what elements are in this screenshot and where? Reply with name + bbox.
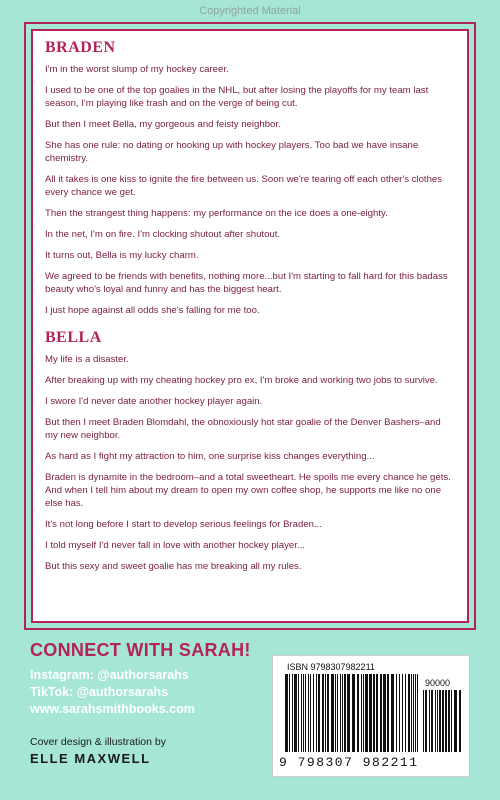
barcode-bar — [298, 674, 299, 752]
copyright-watermark: Copyrighted Material — [199, 5, 301, 17]
braden-paragraph: We agreed to be friends with benefits, nothing more...but I'm starting to fall hard for this badass beauty who's loyal and funny and has the biggest heart. — [45, 271, 448, 295]
barcode-bar — [313, 674, 314, 752]
barcode-bar — [365, 674, 368, 752]
barcode-bar — [285, 674, 288, 752]
barcode-bar — [340, 674, 341, 752]
blurb-card — [31, 29, 469, 623]
barcode-bar — [431, 690, 433, 752]
tiktok-handle: TikTok: @authorsarahs — [30, 685, 169, 699]
barcode-bar — [448, 690, 450, 752]
bella-paragraph: After breaking up with my cheating hockey pro ex, I'm broke and working two jobs to survive. — [45, 375, 438, 386]
barcode-bar — [451, 690, 452, 752]
barcode-bar — [429, 690, 430, 752]
braden-paragraph: It turns out, Bella is my lucky charm. — [45, 250, 199, 261]
barcode-bar — [305, 674, 306, 752]
bella-heading: BELLA — [45, 329, 102, 346]
braden-paragraph: In the net, I'm on fire. I'm clocking shutout after shutout. — [45, 229, 281, 240]
barcode-bar — [335, 674, 336, 752]
barcode-bar — [322, 674, 324, 752]
barcode-bar — [361, 674, 362, 752]
barcode-bar — [435, 690, 436, 752]
barcode-bar — [383, 674, 386, 752]
barcode-bar — [411, 674, 412, 752]
barcode-bar — [405, 674, 406, 752]
barcode-digits: 9 798307 982211 — [279, 755, 419, 770]
barcode-bar — [415, 674, 416, 752]
instagram-handle: Instagram: @authorsarahs — [30, 668, 189, 682]
bella-paragraph: My life is a disaster. — [45, 354, 129, 365]
barcode-bar — [376, 674, 378, 752]
barcode-bars-main — [285, 674, 419, 752]
barcode-bar — [459, 690, 461, 752]
braden-paragraph: All it takes is one kiss to ignite the fire between us. Soon we're tearing off each other's clothes every chance we get. — [45, 174, 443, 198]
barcode-bar — [344, 674, 346, 752]
bella-paragraph: But then I meet Braden Blomdahl, the obnoxiously hot star goalie of the Denver Bashers–and my new neighbor. — [45, 417, 441, 441]
barcode-bar — [454, 690, 457, 752]
bella-paragraph: Braden is dynamite in the bedroom–and a total sweetheart. He spoils me every chance he gets. And when I tell him about my dream to open my own coffee shop, he supports me like no one else has. — [45, 472, 451, 509]
barcode-bar — [387, 674, 389, 752]
barcode-bar — [327, 674, 329, 752]
isbn-label: ISBN 9798307982211 — [287, 662, 375, 672]
barcode-bar — [337, 674, 338, 752]
barcode-bar — [308, 674, 309, 752]
barcode-bar — [301, 674, 302, 752]
barcode-bar — [423, 690, 424, 752]
barcode-bar — [408, 674, 410, 752]
bella-paragraph: But this sexy and sweet goalie has me breaking all my rules. — [45, 561, 302, 572]
barcode-bar — [442, 690, 444, 752]
bella-paragraph: It's not long before I start to develop serious feelings for Braden... — [45, 519, 323, 530]
braden-paragraph: I used to be one of the top goalies in the NHL, but after losing the playoffs for my team last season, I'm playing like trash and on the verge of being cut. — [45, 85, 429, 109]
cover-credit-label: Cover design & illustration by — [30, 736, 166, 748]
barcode-bar — [342, 674, 343, 752]
barcode-bars-addon — [423, 690, 463, 752]
barcode-bar — [316, 674, 317, 752]
barcode-bar — [391, 674, 394, 752]
isbn-barcode — [272, 655, 470, 777]
cover-artist-name: ELLE MAXWELL — [30, 751, 151, 766]
barcode-bar — [380, 674, 382, 752]
barcode-bar — [369, 674, 372, 752]
braden-heading: BRADEN — [45, 39, 116, 56]
braden-section — [45, 39, 455, 317]
barcode-bar — [325, 674, 326, 752]
braden-paragraph: Then the strangest thing happens: my performance on the ice does a one-eighty. — [45, 208, 388, 219]
author-contact — [30, 640, 260, 766]
barcode-bar — [402, 674, 403, 752]
barcode-bar — [399, 674, 400, 752]
barcode-bar — [413, 674, 414, 752]
barcode-bar — [310, 674, 311, 752]
connect-title: CONNECT WITH SARAH! — [30, 640, 251, 660]
braden-paragraph: She has one rule: no dating or hooking up with hockey players. Too bad we have insane chemistry. — [45, 140, 419, 164]
bella-paragraph: I swore I'd never date another hockey player again. — [45, 396, 263, 407]
barcode-bar — [352, 674, 355, 752]
barcode-bar — [396, 674, 397, 752]
barcode-bar — [425, 690, 427, 752]
barcode-bar — [347, 674, 350, 752]
barcode-bar — [439, 690, 441, 752]
braden-paragraph: I just hope against all odds she's falling for me too. — [45, 305, 260, 316]
barcode-bar — [294, 674, 297, 752]
barcode-bar — [318, 674, 320, 752]
bella-paragraph: I told myself I'd never fall in love with another hockey player... — [45, 540, 305, 551]
barcode-bar — [331, 674, 334, 752]
braden-paragraph: I'm in the worst slump of my hockey career. — [45, 64, 229, 75]
barcode-bar — [445, 690, 447, 752]
website-url: www.sarahsmithbooks.com — [30, 702, 195, 716]
braden-paragraph: But then I meet Bella, my gorgeous and feisty neighbor. — [45, 119, 281, 130]
bella-section — [45, 329, 455, 573]
barcode-bar — [363, 674, 364, 752]
barcode-bar — [417, 674, 418, 752]
bella-paragraph: As hard as I fight my attraction to him, one surprise kiss changes everything... — [45, 451, 375, 462]
barcode-bar — [303, 674, 304, 752]
barcode-bar — [289, 674, 290, 752]
barcode-bar — [373, 674, 375, 752]
blurb-frame — [24, 22, 476, 630]
barcode-bar — [292, 674, 293, 752]
barcode-bar — [357, 674, 359, 752]
price-code: 90000 — [425, 678, 451, 688]
barcode-bar — [437, 690, 438, 752]
